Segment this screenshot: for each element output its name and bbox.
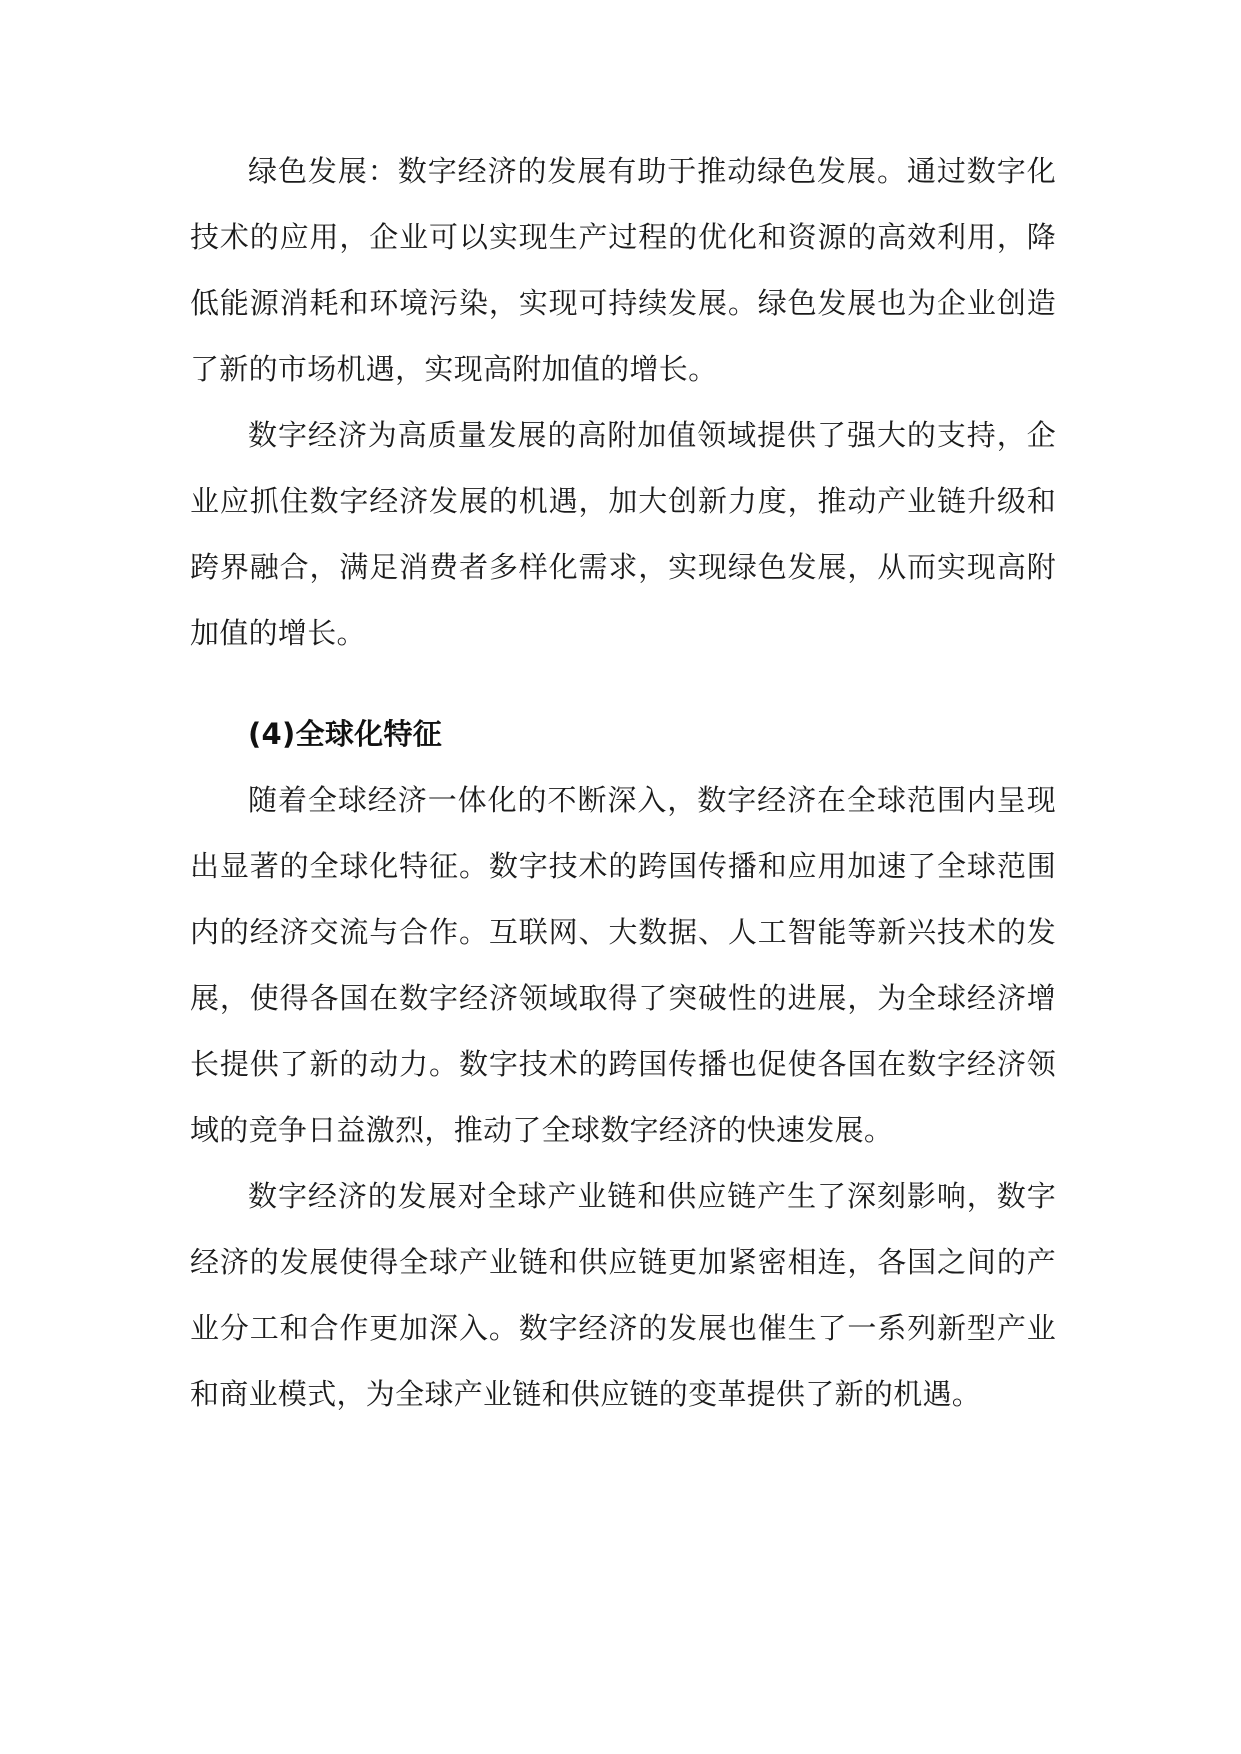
paragraph-green-development: 绿色发展：数字经济的发展有助于推动绿色发展。通过数字化技术的应用，企业可以实现生产过程的优化和资源的高效利用，降低能源消耗和环境污染，实现可持续发展。绿色发展也为企业创造了新的市场机遇，实现高附加值的增长。	[190, 154, 1056, 386]
document-body	[190, 138, 1056, 1427]
paragraph-supply-chain-impact: 数字经济的发展对全球产业链和供应链产生了深刻影响，数字经济的发展使得全球产业链和供应链更加紧密相连，各国之间的产业分工和合作更加深入。数字经济的发展也催生了一系列新型产业和商业模式，为全球产业链和供应链的变革提供了新的机遇。	[190, 1179, 1056, 1411]
paragraph-high-value-support: 数字经济为高质量发展的高附加值领域提供了强大的支持，企业应抓住数字经济发展的机遇，加大创新力度，推动产业链升级和跨界融合，满足消费者多样化需求，实现绿色发展，从而实现高附加值的增长。	[190, 418, 1056, 650]
section-heading-globalization: (4)全球化特征	[248, 717, 443, 751]
paragraph-globalization-features: 随着全球经济一体化的不断深入，数字经济在全球范围内呈现出显著的全球化特征。数字技术的跨国传播和应用加速了全球范围内的经济交流与合作。互联网、大数据、人工智能等新兴技术的发展，使得各国在数字经济领域取得了突破性的进展，为全球经济增长提供了新的动力。数字技术的跨国传播也促使各国在数字经济领域的竞争日益激烈，推动了全球数字经济的快速发展。	[190, 783, 1056, 1147]
